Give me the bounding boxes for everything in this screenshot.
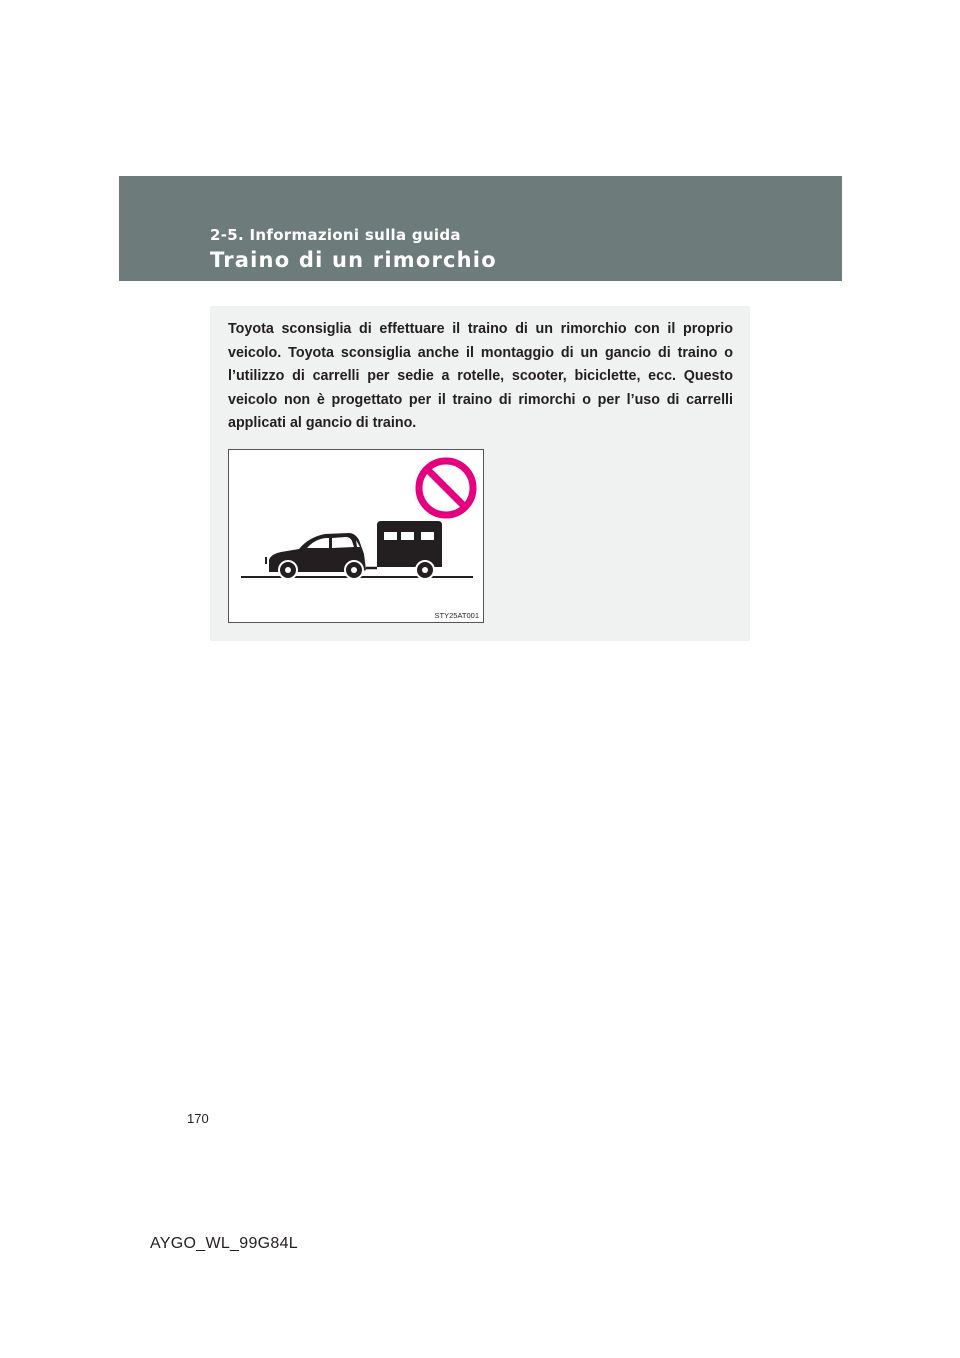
prohibition-icon <box>419 461 473 515</box>
header-banner <box>119 176 842 281</box>
content-box <box>210 306 750 641</box>
page-number: 170 <box>187 1111 209 1126</box>
document-code: AYGO_WL_99G84L <box>150 1235 298 1252</box>
figure-code: STY25AT001 <box>434 611 479 620</box>
section-label: 2-5. Informazioni sulla guida <box>210 226 461 244</box>
intro-paragraph: Toyota sconsiglia di effettuare il traino di un rimorchio con il proprio veicolo. Toyota sconsiglia anche il montaggio di un gancio di traino o l’utilizzo di carrelli per sedie a rotelle, scooter, biciclette, ecc. Questo veicolo non è progettato per il traino di rimorchi o per l’uso di carrelli applicati al gancio di traino. <box>228 321 733 431</box>
page-title: Traino di un rimorchio <box>210 248 497 272</box>
car-icon <box>266 533 366 579</box>
trailer-icon <box>377 521 442 579</box>
towing-illustration <box>229 450 483 622</box>
figure-illustration <box>228 449 484 623</box>
